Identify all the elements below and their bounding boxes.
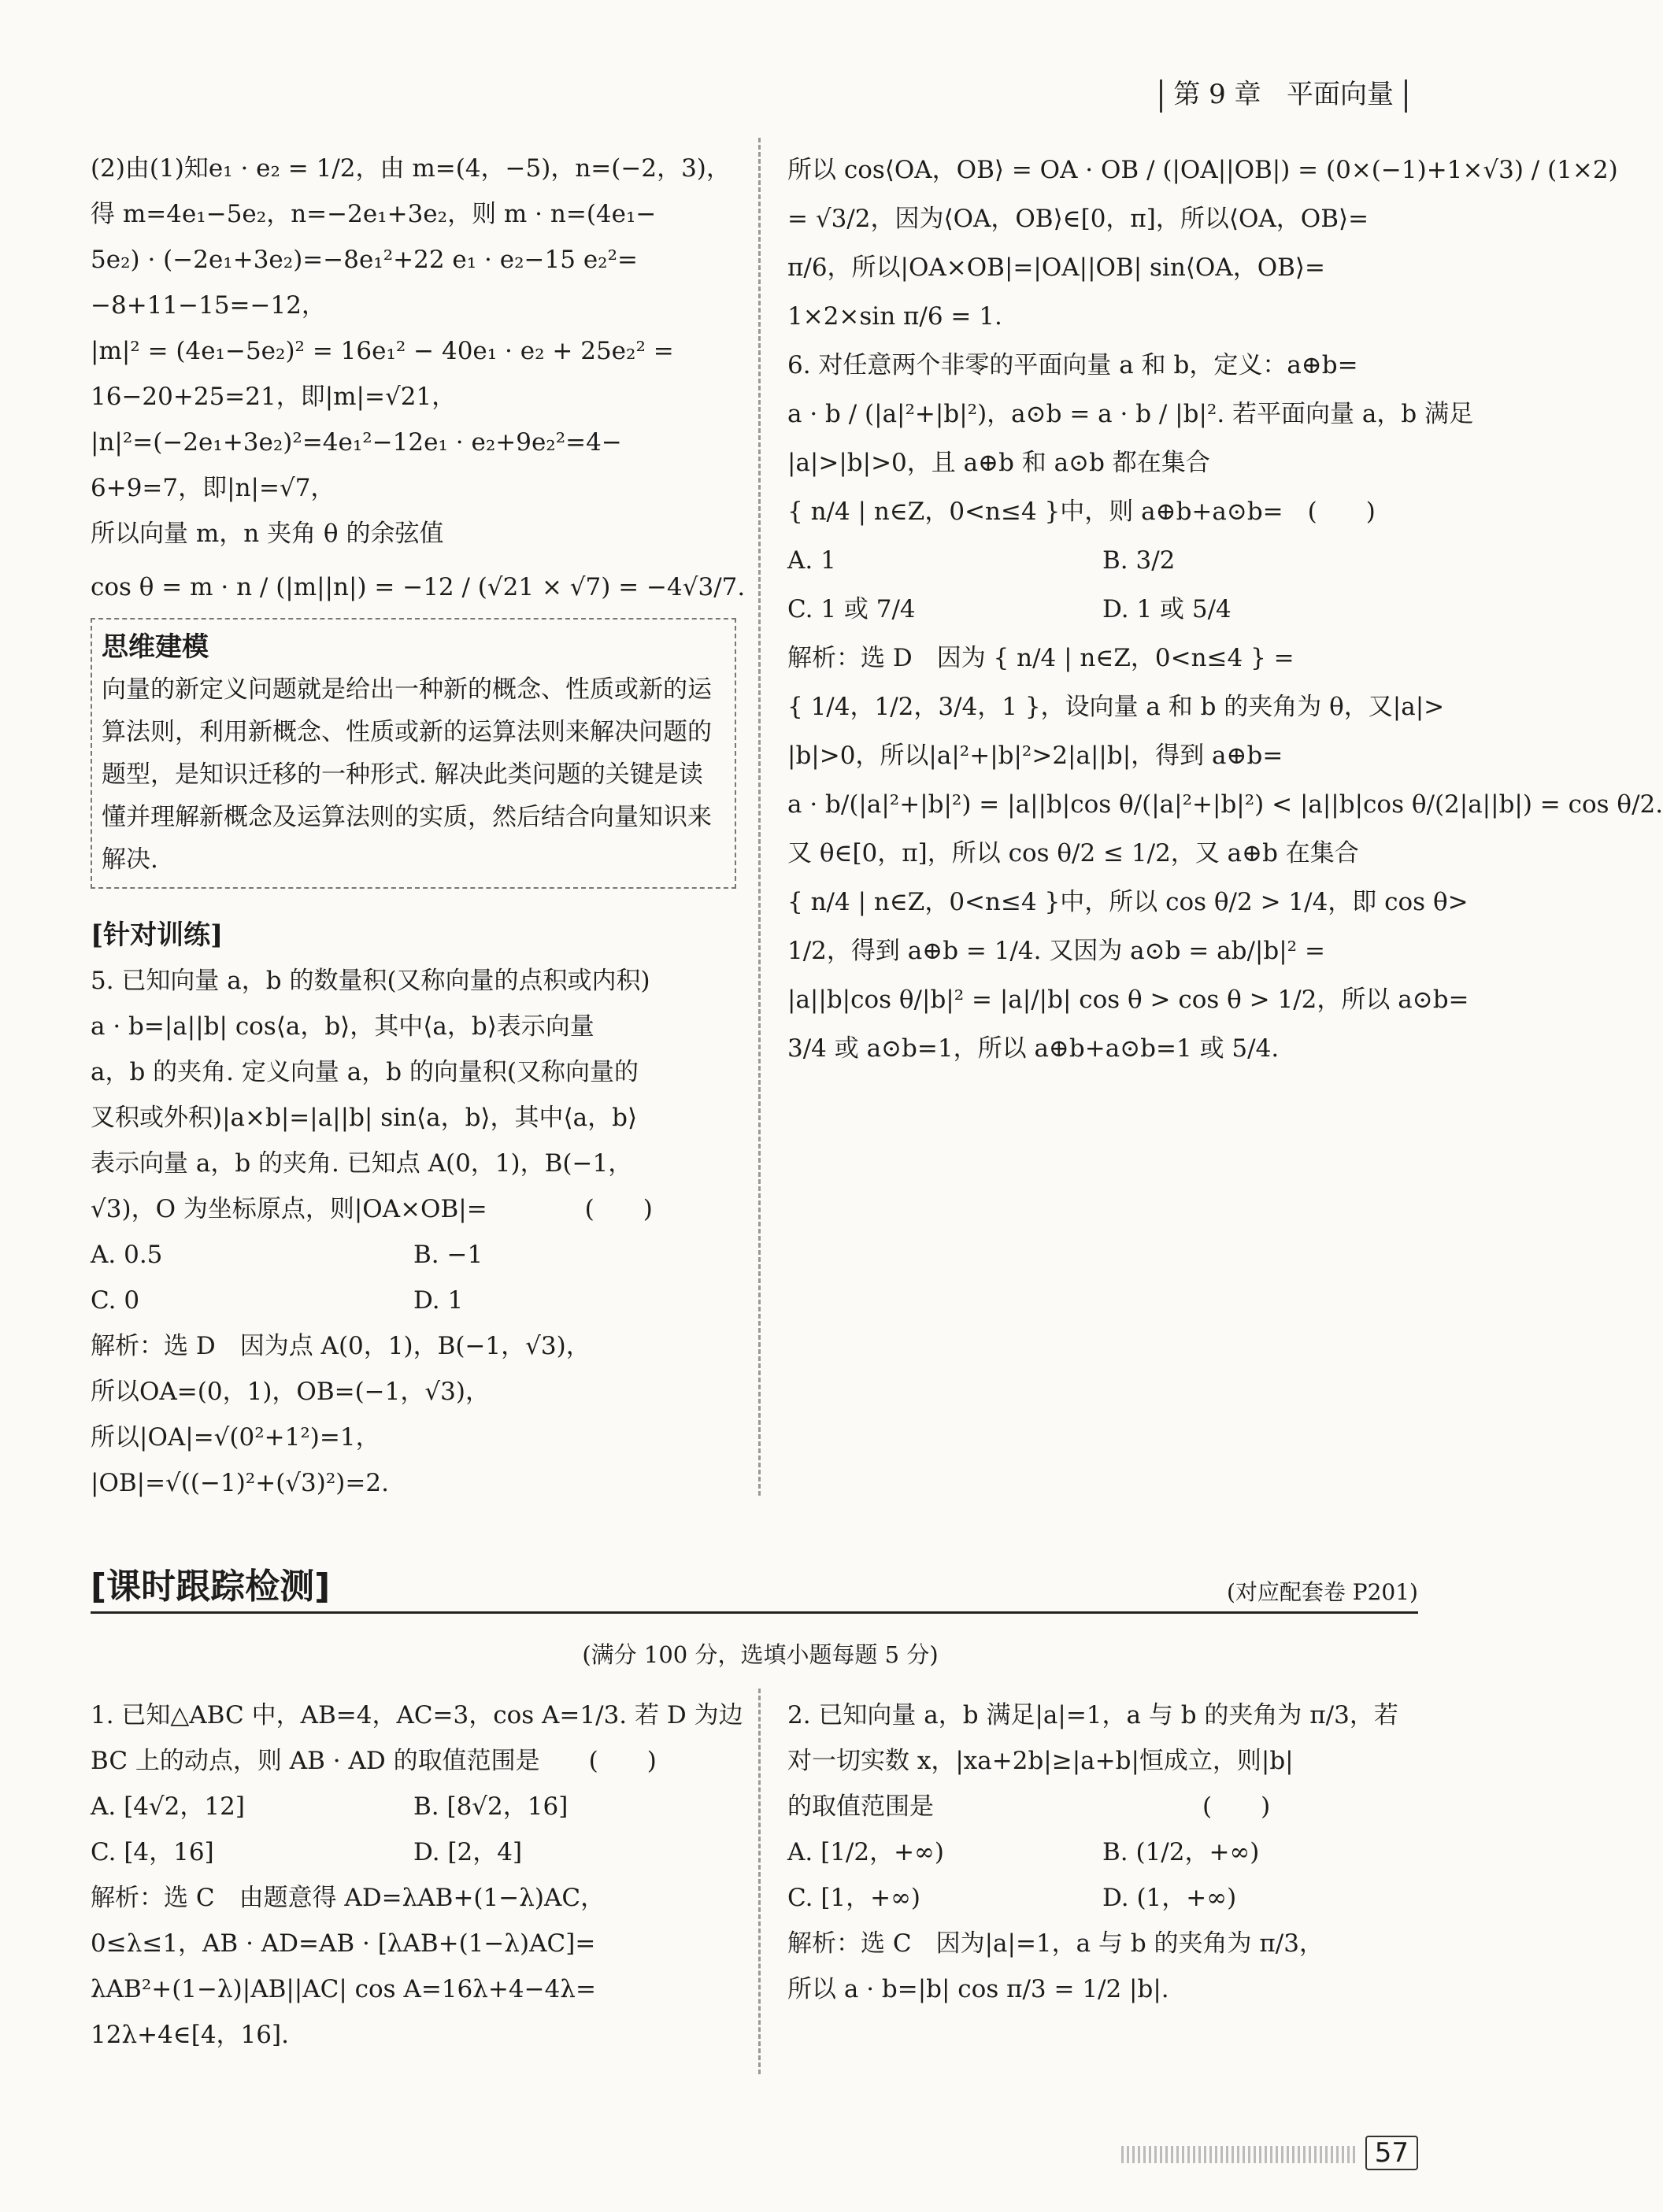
question-line: |a|>|b|>0，且 a⊕b 和 a⊙b 都在集合 xyxy=(787,449,1210,477)
section-header xyxy=(91,1563,1418,1614)
q6-options xyxy=(787,536,1417,634)
model-title: 思维建模 xyxy=(102,631,209,663)
page-number: 57 xyxy=(1365,2136,1418,2170)
solution-line: 1/2，得到 a⊕b = 1/4. 又因为 a⊙b = ab/|b|² = xyxy=(787,937,1325,965)
question-line: 2. 已知向量 a，b 满足|a|=1，a 与 b 的夹角为 π/3，若 xyxy=(787,1701,1398,1729)
question-line: √3)，O 为坐标原点，则|OA×OB|= ( ) xyxy=(91,1195,653,1223)
solution-line: a · b/(|a|²+|b|²) = |a||b|cos θ/(|a|²+|b|²) < |a||b|cos θ/(2|a||b|) = cos θ/2. xyxy=(787,790,1663,819)
solution-line: |a||b|cos θ/|b|² = |a|/|b| cos θ > cos θ > 1/2，所以 a⊙b= xyxy=(787,986,1469,1014)
q5-options xyxy=(91,1232,736,1323)
text-line: 得 m=4e₁−5e₂，n=−2e₁+3e₂，则 m · n=(4e₁− xyxy=(91,200,657,228)
option-a: A. [4√2，12] xyxy=(91,1792,245,1821)
b2-options xyxy=(787,1829,1417,1921)
text-line: π/6，所以|OA×OB|=|OA||OB| sin⟨OA，OB⟩= xyxy=(787,253,1325,282)
question-line: BC 上的动点，则 AB · AD 的取值范围是 ( ) xyxy=(91,1747,657,1775)
question-line: 表示向量 a，b 的夹角. 已知点 A(0，1)，B(−1， xyxy=(91,1149,633,1178)
b1-options xyxy=(91,1784,736,1875)
text-line: = √3/2，因为⟨OA，OB⟩∈[0，π]，所以⟨OA，OB⟩= xyxy=(787,205,1369,233)
solution-line: { 1/4，1/2，3/4，1 }，设向量 a 和 b 的夹角为 θ，又|a|> xyxy=(787,693,1445,721)
option-c: C. [4，16] xyxy=(91,1838,214,1866)
option-a: A. 1 xyxy=(787,546,836,575)
bottom-right-column xyxy=(787,1692,1417,2012)
question-line: a，b 的夹角. 定义向量 a，b 的向量积(又称向量的 xyxy=(91,1058,639,1086)
option-b: B. −1 xyxy=(413,1241,483,1269)
section-title: [课时跟踪检测] xyxy=(91,1567,331,1607)
option-a: A. [1/2，+∞) xyxy=(787,1838,944,1866)
option-d: D. 1 xyxy=(413,1286,464,1315)
text-line: 6+9=7，即|n|=√7， xyxy=(91,474,335,502)
score-note: (满分 100 分，选填小题每题 5 分) xyxy=(582,1641,939,1668)
text-line: 16−20+25=21，即|m|=√21， xyxy=(91,383,457,411)
option-c: C. 0 xyxy=(91,1286,140,1315)
option-d: D. [2，4] xyxy=(413,1838,523,1866)
solution-line: 解析：选 C 因为|a|=1，a 与 b 的夹角为 π/3， xyxy=(787,1929,1324,1958)
text-line: (2)由(1)知e₁ · e₂ = 1/2，由 m=(4，−5)，n=(−2，3)， xyxy=(91,154,731,183)
bottom-left-column xyxy=(91,1692,743,2058)
option-a: A. 0.5 xyxy=(91,1241,163,1269)
solution-line: |OB|=√((−1)²+(√3)²)=2. xyxy=(91,1469,389,1497)
solution-line: 3/4 或 a⊙b=1，所以 a⊕b+a⊙b=1 或 5/4. xyxy=(787,1034,1280,1063)
solution-line: 又 θ∈[0，π]，所以 cos θ/2 ≤ 1/2，又 a⊕b 在集合 xyxy=(787,839,1359,867)
left-column xyxy=(91,146,746,1506)
question-line: 6. 对任意两个非零的平面向量 a 和 b，定义：a⊕b= xyxy=(787,351,1358,379)
question-line: { n/4 | n∈Z，0<n≤4 }中，则 a⊕b+a⊙b= ( ) xyxy=(787,498,1376,526)
decorative-dots xyxy=(1121,2146,1357,2163)
text-line: |m|² = (4e₁−5e₂)² = 16e₁² − 40e₁ · e₂ + 25e₂² = xyxy=(91,337,674,365)
thinking-model-box xyxy=(91,618,736,889)
section-reference: (对应配套卷 P201) xyxy=(1226,1579,1418,1605)
solution-line: λAB²+(1−λ)|AB||AC| cos A=16λ+4−4λ= xyxy=(91,1975,596,2003)
text-line: 所以向量 m，n 夹角 θ 的余弦值 xyxy=(91,520,444,548)
model-text: 向量的新定义问题就是给出一种新的概念、性质或新的运算法则，利用新概念、性质或新的运算法则来解决问题的题型，是知识迁移的一种形式. 解决此类问题的关键是读懂并理解新概念及运算法则的实质，然后结合向量知识来解决. xyxy=(102,675,712,874)
chapter-title: 平面向量 xyxy=(1287,79,1394,110)
option-b: B. (1/2，+∞) xyxy=(1102,1838,1260,1866)
training-title: [针对训练] xyxy=(91,919,224,951)
right-column xyxy=(787,146,1663,1073)
text-line: 所以 cos⟨OA，OB⟩ = OA · OB / (|OA||OB|) = (0×(−1)+1×√3) / (1×2) xyxy=(787,156,1618,184)
question-line: a · b / (|a|²+|b|²)，a⊙b = a · b / |b|². 若平面向量 a，b 满足 xyxy=(787,400,1474,428)
solution-line: 解析：选 D 因为 { n/4 | n∈Z，0<n≤4 } = xyxy=(787,644,1294,672)
chapter-number: 第 9 章 xyxy=(1173,79,1261,110)
question-line: a · b=|a||b| cos⟨a，b⟩，其中⟨a，b⟩表示向量 xyxy=(91,1012,594,1041)
option-d: D. (1，+∞) xyxy=(1102,1884,1237,1912)
text-line: 1×2×sin π/6 = 1. xyxy=(787,302,1002,331)
page-footer xyxy=(1121,2137,1418,2169)
question-line: 的取值范围是 ( ) xyxy=(787,1792,1271,1821)
option-b: B. 3/2 xyxy=(1102,546,1176,575)
solution-line: { n/4 | n∈Z，0<n≤4 }中，所以 cos θ/2 > 1/4，即 cos θ> xyxy=(787,888,1469,916)
text-line: −8+11−15=−12， xyxy=(91,291,326,320)
question-line: 叉积或外积)|a×b|=|a||b| sin⟨a，b⟩，其中⟨a，b⟩ xyxy=(91,1104,638,1132)
solution-line: 所以 a · b=|b| cos π/3 = 1/2 |b|. xyxy=(787,1975,1169,2003)
chapter-header xyxy=(1149,72,1418,113)
solution-line: 所以|OA|=√(0²+1²)=1， xyxy=(91,1423,380,1452)
option-c: C. [1，+∞) xyxy=(787,1884,921,1912)
question-line: 对一切实数 x，|xa+2b|≥|a+b|恒成立，则|b| xyxy=(787,1747,1294,1775)
column-divider xyxy=(758,138,761,1496)
option-b: B. [8√2，16] xyxy=(413,1792,569,1821)
question-line: 5. 已知向量 a，b 的数量积(又称向量的点积或内积) xyxy=(91,967,650,995)
option-d: D. 1 或 5/4 xyxy=(1102,595,1232,623)
solution-line: 解析：选 C 由题意得 AD=λAB+(1−λ)AC， xyxy=(91,1884,606,1912)
column-divider-bottom xyxy=(758,1689,761,2074)
text-line: |n|²=(−2e₁+3e₂)²=4e₁²−12e₁ · e₂+9e₂²=4− xyxy=(91,428,622,457)
text-line: cos θ = m · n / (|m||n|) = −12 / (√21 × √7) = −4√3/7. xyxy=(91,573,746,601)
solution-line: 所以OA=(0，1)，OB=(−1，√3)， xyxy=(91,1378,490,1406)
solution-line: |b|>0，所以|a|²+|b|²>2|a||b|，得到 a⊕b= xyxy=(787,742,1283,770)
solution-line: 解析：选 D 因为点 A(0，1)，B(−1，√3)， xyxy=(91,1332,591,1360)
option-c: C. 1 或 7/4 xyxy=(787,595,916,623)
solution-line: 0≤λ≤1，AB · AD=AB · [λAB+(1−λ)AC]= xyxy=(91,1929,596,1958)
question-line: 1. 已知△ABC 中，AB=4，AC=3，cos A=1/3. 若 D 为边 xyxy=(91,1701,743,1729)
text-line: 5e₂) · (−2e₁+3e₂)=−8e₁²+22 e₁ · e₂−15 e₂²= xyxy=(91,246,638,274)
solution-line: 12λ+4∈[4，16]. xyxy=(91,2021,289,2049)
